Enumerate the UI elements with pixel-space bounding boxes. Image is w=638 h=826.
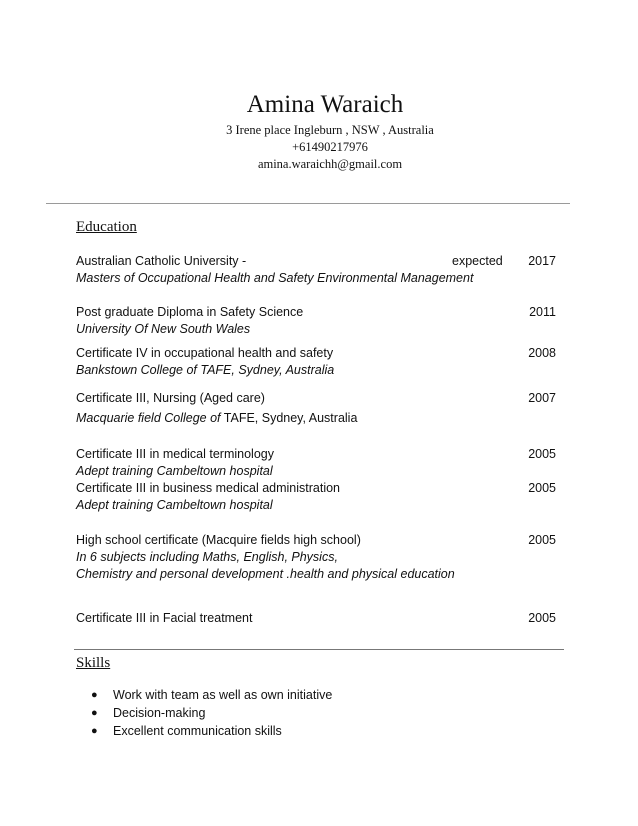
entry-title: Australian Catholic University - [76, 254, 247, 268]
entry-year: 2007 [528, 391, 556, 405]
entry-detail: Adept training Cambeltown hospital [76, 498, 273, 512]
entry-detail: In 6 subjects including Maths, English, Physics, [76, 550, 338, 564]
entry-detail: Bankstown College of TAFE, Sydney, Australia [76, 363, 335, 377]
applicant-name: Amina Waraich [246, 91, 404, 118]
section-divider [74, 649, 564, 650]
entry-detail: Adept training Cambeltown hospital [76, 464, 273, 478]
entry-expected: expected [452, 254, 503, 268]
education-entry [76, 304, 556, 338]
education-entry [76, 345, 556, 379]
list-item [91, 704, 332, 722]
list-item [91, 686, 333, 704]
education-entry [76, 480, 556, 514]
entry-year: 2011 [529, 305, 556, 319]
entry-detail-italic: Macquarie field College of [76, 411, 221, 425]
entry-title: Certificate III in Facial treatment [76, 611, 253, 625]
education-entry [76, 253, 556, 287]
bullet-icon: ● [91, 725, 98, 737]
entry-title: Certificate IV in occupational health and safety [76, 346, 334, 360]
entry-title: Certificate III, Nursing (Aged care) [76, 391, 265, 405]
entry-year: 2005 [528, 447, 556, 461]
entry-detail-rest: TAFE, Sydney, Australia [220, 411, 358, 425]
skill-text: Decision-making [113, 706, 206, 720]
skill-text: Work with team as well as own initiative [113, 688, 333, 702]
entry-year: 2008 [528, 346, 556, 360]
address: 3 Irene place Ingleburn , NSW , Australia [226, 123, 434, 137]
header-divider [46, 203, 570, 204]
education-heading: Education [76, 219, 137, 235]
bullet-icon: ● [91, 689, 98, 701]
entry-title: Certificate III in medical terminology [76, 447, 274, 461]
education-entry [76, 390, 556, 427]
entry-year: 2005 [528, 533, 556, 547]
entry-year: 2017 [528, 254, 556, 268]
education-entry [76, 446, 556, 480]
entry-detail: Masters of Occupational Health and Safety Environmental Management [76, 271, 474, 285]
entry-year: 2005 [528, 481, 556, 495]
email: amina.waraichh@gmail.com [257, 157, 403, 171]
resume-header [0, 88, 638, 173]
entry-title: Post graduate Diploma in Safety Science [76, 305, 304, 319]
education-entry [76, 532, 556, 583]
entry-title: Certificate III in business medical administration [76, 481, 341, 495]
skills-list [75, 686, 332, 740]
education-entry [76, 610, 556, 627]
entry-title: High school certificate (Macquire fields high school) [76, 533, 361, 547]
phone: +61490217976 [292, 140, 368, 154]
bullet-icon: ● [91, 707, 98, 719]
list-item [91, 722, 332, 740]
entry-detail: Chemistry and personal development .health and physical education [76, 567, 455, 581]
entry-detail [76, 410, 556, 427]
skill-text: Excellent communication skills [113, 724, 282, 738]
skills-heading: Skills [76, 655, 111, 671]
entry-detail: University Of New South Wales [76, 322, 251, 336]
entry-year: 2005 [528, 611, 556, 625]
